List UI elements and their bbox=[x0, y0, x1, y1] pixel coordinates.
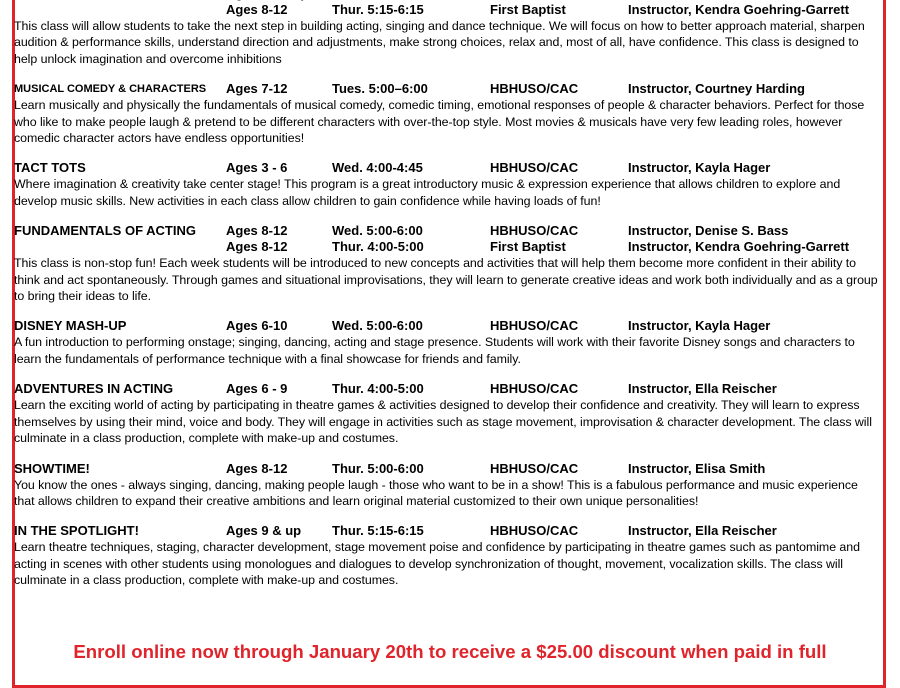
course-instructor: Instructor, Kayla Hager bbox=[628, 318, 771, 334]
course-description: Learn musically and physically the fundamentals of musical comedy, comedic timing, emotional responses of people & character behaviors. Perfect for those who like to make people laugh & pretend to be different characters with over-the-top style. Most movies & musicals have very few leading roles, however comedic character actors have endless opportunities! bbox=[14, 98, 865, 146]
course-location: HBHUSO/CAC bbox=[490, 523, 579, 539]
course-time: Wed. 5:00-6:00 bbox=[332, 318, 423, 334]
course-ages: Ages 8-12 bbox=[226, 223, 288, 239]
course-time: Thur. 5:00-6:00 bbox=[332, 460, 424, 476]
course-title: TACT TOTS bbox=[14, 160, 86, 176]
course-instructor: Instructor, Elisa Smith bbox=[628, 460, 766, 476]
course-title: ADVENTURES IN ACTING bbox=[14, 381, 174, 397]
course-ages: Ages 9 & up bbox=[226, 523, 302, 539]
course-ages: Ages 8-12 bbox=[226, 239, 288, 255]
course-title: IN THE SPOTLIGHT! bbox=[14, 523, 139, 539]
course-list bbox=[14, 0, 886, 603]
course-title: FUNDAMENTALS OF ACTING bbox=[14, 223, 196, 239]
enroll-notice: Enroll online now through January 20th to receive a $25.00 discount when paid in full bbox=[73, 641, 827, 662]
course-session-row bbox=[14, 239, 886, 255]
course-instructor: Instructor, Denise S. Bass bbox=[628, 223, 789, 239]
course-instructor: Instructor, Kendra Goehring-Garrett bbox=[628, 2, 850, 17]
course-instructor: Instructor, Kayla Hager bbox=[628, 160, 771, 176]
course-time: Thur. 4:00-5:00 bbox=[332, 239, 424, 255]
course-session-row bbox=[14, 523, 886, 539]
course-time: Wed. 5:00-6:00 bbox=[332, 223, 423, 239]
course-session-row bbox=[14, 381, 886, 397]
course-location: HBHUSO/CAC bbox=[490, 223, 579, 239]
course-location: HBHUSO/CAC bbox=[490, 381, 579, 397]
course-description: This class is non-stop fun! Each week students will be introduced to new concepts and activities that will help them become more confident in their ability to think and act spontaneously. Through games and situational improvisations, they will learn to generate creative ideas and work both individually and as a group to bring their ideas to life. bbox=[14, 256, 878, 304]
course-description: Learn the exciting world of acting by participating in theatre games & activities designed to develop their confidence and creativity. They will learn to express themselves by using their mind, voice and body. They will engage in activities such as stage movement, improvisation & character development. The class will culminate in a class production, complete with make-up and costumes. bbox=[14, 398, 872, 446]
course-instructor: Instructor, Courtney Harding bbox=[628, 81, 805, 97]
course-instructor: Instructor, Kendra Goehring-Garrett bbox=[628, 239, 850, 255]
course-instructor: Instructor, Ella Reischer bbox=[628, 523, 777, 539]
course-description: A fun introduction to performing onstage; singing, dancing, acting and stage presence. Students will work with their favorite Disney songs and characters to learn the fundamentals of performance technique with a final showcase for friends and family. bbox=[14, 335, 855, 366]
course-ages: Ages 8-12 bbox=[226, 460, 288, 476]
course-block bbox=[14, 160, 886, 209]
course-title: DISNEY MASH-UP bbox=[14, 318, 127, 334]
course-description: This class will allow students to take the next step in building acting, singing and dance technique. We will focus on how to better approach material, sharpen audition & performance skills, understand direction and adjustments, make strong choices, relax and, most of all, have confidence. This class is designed to help unlock imagination and overcome inhibitions bbox=[14, 19, 865, 66]
course-time: Tues. 5:00–6:00 bbox=[332, 81, 428, 97]
course-session-row bbox=[14, 318, 886, 334]
course-ages: Ages 8-12 bbox=[226, 2, 288, 17]
course-block bbox=[14, 0, 886, 67]
course-ages: Ages 6 - 9 bbox=[226, 381, 288, 397]
course-location: First Baptist bbox=[490, 2, 566, 17]
course-block bbox=[14, 381, 886, 446]
course-title: SHOWTIME! bbox=[14, 460, 90, 476]
course-description: Learn theatre techniques, staging, character development, stage movement poise and confidence by participating in theatre games such as pantomime and acting in scenes with other students using monologues and dialogues to develop synchronization of thought, movement, vocalization skills. The class will culminate in a class production, complete with make-up and costumes. bbox=[14, 540, 860, 588]
course-ages: Ages 6-10 bbox=[226, 318, 288, 334]
course-block bbox=[14, 461, 886, 510]
course-location: HBHUSO/CAC bbox=[490, 318, 579, 334]
course-session-row bbox=[14, 461, 886, 477]
course-location: HBHUSO/CAC bbox=[490, 81, 579, 97]
course-session-row bbox=[14, 223, 886, 239]
course-time: Wed. 4:00-4:45 bbox=[332, 160, 423, 176]
course-time: Thur. 4:00-5:00 bbox=[332, 381, 424, 397]
course-location: First Baptist bbox=[490, 239, 566, 255]
course-block bbox=[14, 318, 886, 367]
course-block bbox=[14, 223, 886, 304]
course-description: You know the ones - always singing, dancing, making people laugh - those who want to be in a show! This is a fabulous performance and music experience that allows children to expand their creative ambitions and learn original material customized to their own unique personalities! bbox=[14, 477, 858, 508]
course-time: Thur. 5:15-6:15 bbox=[332, 523, 424, 539]
course-title: MUSICAL COMEDY & CHARACTERS bbox=[14, 83, 207, 96]
course-location: HBHUSO/CAC bbox=[490, 160, 579, 176]
course-ages: Ages 3 - 6 bbox=[226, 160, 288, 176]
course-session-row bbox=[14, 160, 886, 176]
course-block bbox=[14, 81, 886, 146]
course-instructor: Instructor, Ella Reischer bbox=[628, 381, 777, 397]
course-ages: Ages 7-12 bbox=[226, 81, 288, 97]
course-location: HBHUSO/CAC bbox=[490, 460, 579, 476]
course-session-row bbox=[14, 81, 886, 97]
course-block bbox=[14, 523, 886, 588]
course-session-row bbox=[14, 2, 886, 18]
course-time: Thur. 5:15-6:15 bbox=[332, 2, 424, 17]
course-description: Where imagination & creativity take center stage! This program is a great introductory music & expression experience that allows children to explore and develop music skills. New activities in each class allow children to gain confidence while having loads of fun! bbox=[14, 177, 841, 208]
